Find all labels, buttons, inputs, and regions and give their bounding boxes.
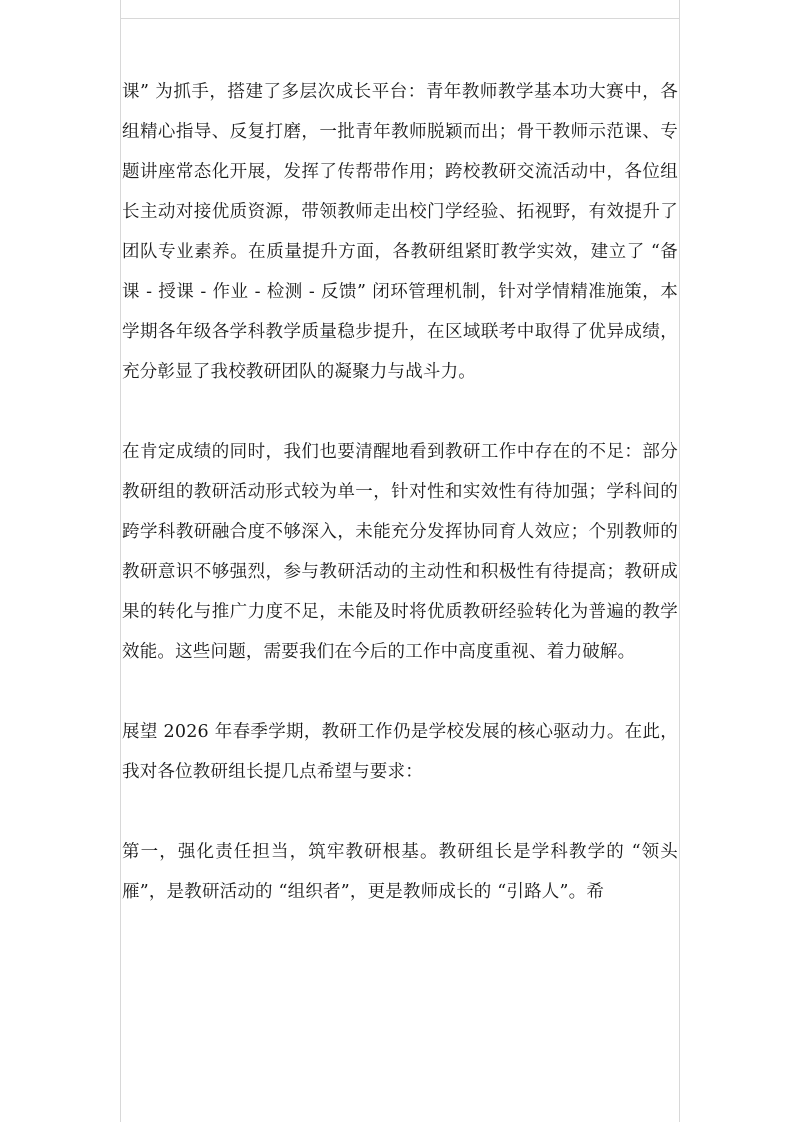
paragraph-4: 第一，强化责任担当，筑牢教研根基。教研组长是学科教学的 “领头雁”，是教研活动的 “组织者”，更是教师成长的 “引路人”。希: [122, 842, 678, 902]
page-top-rule: [120, 18, 680, 19]
paragraph-3: 展望 2026 年春季学期，教研工作仍是学校发展的核心驱动力。在此，我对各位教研组长提几点希望与要求：: [122, 722, 678, 782]
paragraph-2: 在肯定成绩的同时，我们也要清醒地看到教研工作中存在的不足：部分教研组的教研活动形式较为单一，针对性和实效性有待加强；学科间的跨学科教研融合度不够深入，未能充分发挥协同育人效应；个别教师的教研意识不够强烈，参与教研活动的主动性和积极性有待提高；教研成果的转化与推广力度不足，未能及时将优质教研经验转化为普遍的教学效能。这些问题，需要我们在今后的工作中高度重视、着力破解。: [122, 442, 678, 662]
paragraph-1: 课” 为抓手，搭建了多层次成长平台：青年教师教学基本功大赛中，各组精心指导、反复打磨，一批青年教师脱颖而出；骨干教师示范课、专题讲座常态化开展，发挥了传帮带作用；跨校教研交流活动中，各位组长主动对接优质资源，带领教师走出校门学经验、拓视野，有效提升了团队专业素养。在质量提升方面，各教研组紧盯教学实效，建立了 “备课 - 授课 - 作业 - 检测 - 反馈” 闭环管理机制，针对学情精准施策，本学期各年级各学科教学质量稳步提升，在区域联考中取得了优异成绩，充分彰显了我校教研团队的凝聚力与战斗力。: [122, 82, 678, 382]
document-body: [120, 72, 680, 912]
